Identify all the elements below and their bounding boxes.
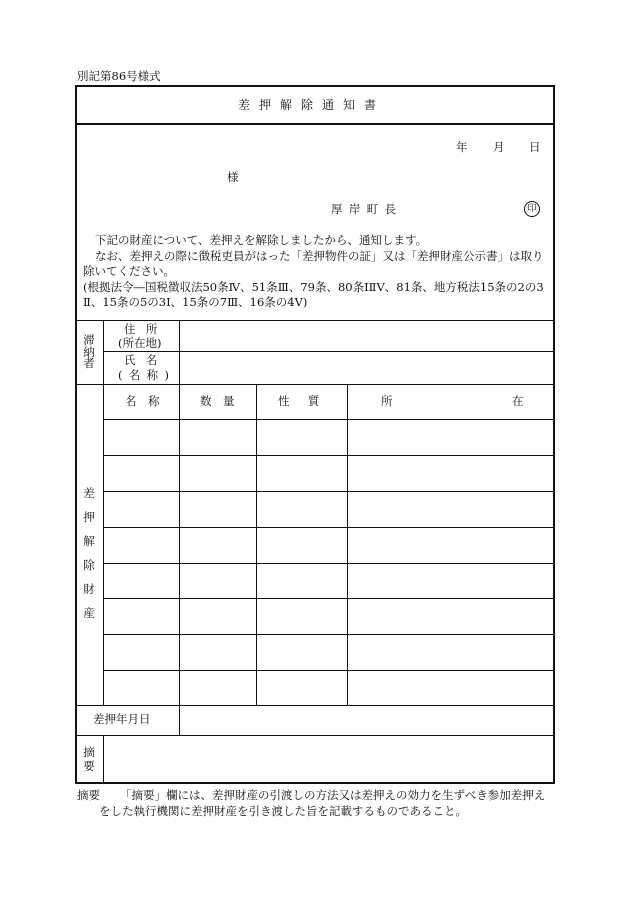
table-row-divider: [103, 634, 555, 635]
table-row-divider: [103, 491, 555, 492]
notice-body: [83, 233, 551, 311]
addressee-suffix: 様: [227, 170, 239, 184]
table-col-divider: [256, 384, 257, 705]
footnote-line: をした執行機関に差押財産を引き渡した旨を記載するものであること。: [99, 804, 467, 818]
body-line: 下記の財産について、差押えを解除しましたから、通知します。: [95, 233, 428, 247]
delinquent-divider: [75, 384, 555, 385]
seizure-date-label: 差押年月日: [93, 712, 151, 726]
form-number-label: 別記第86号様式: [77, 69, 161, 83]
address-label: 住所: [124, 322, 168, 336]
body-line: (根拠法令―国税徴収法50条Ⅳ、51条Ⅲ、79条、80条ⅠⅡⅤ、81条、地方税法15条の2の3: [83, 279, 544, 294]
title-divider: [75, 123, 555, 125]
table-row-divider: [103, 670, 555, 671]
label-column-divider: [103, 320, 104, 705]
property-divider: [75, 705, 555, 706]
summary-label-divider: [103, 735, 104, 784]
delinquent-label: 滞 納 者: [83, 333, 95, 370]
date-value-divider: [179, 705, 180, 735]
seal-mark: 印: [524, 201, 540, 217]
table-row-divider: [103, 455, 555, 456]
table-row-divider: [103, 563, 555, 564]
footnote-head: 摘要: [77, 788, 100, 802]
header-quantity: 数量: [200, 394, 246, 408]
header-quality: 性質: [278, 394, 338, 408]
released-property-label: 差 押 解 除 財 産: [83, 486, 95, 620]
table-row-divider: [103, 598, 555, 599]
body-divider: [75, 320, 555, 321]
delinquent-value-divider: [179, 320, 180, 384]
name-label: 氏名: [124, 353, 168, 367]
date-day: 日: [529, 140, 541, 154]
header-location-1: 所: [381, 394, 393, 408]
table-col-divider: [179, 384, 180, 705]
delinquent-row-divider: [103, 351, 555, 352]
body-line: 除いてください。: [83, 264, 175, 278]
body-line: Ⅱ、15条の5の3Ⅰ、15条の7Ⅲ、16条の4Ⅴ): [83, 295, 308, 309]
notice-form-frame: [75, 85, 555, 784]
date-year: 年: [456, 140, 468, 154]
table-col-divider: [347, 384, 348, 705]
table-row-divider: [103, 419, 555, 420]
header-name: 名称: [125, 394, 171, 408]
summary-label: 摘 要: [83, 745, 95, 773]
header-location-2: 在: [512, 394, 524, 408]
issuer-name: 厚岸町長: [331, 202, 403, 216]
address-sublabel: (所在地): [118, 336, 162, 350]
date-month: 月: [493, 140, 505, 154]
body-line: なお、差押えの際に徴税吏員がはった「差押物件の証」又は「差押財産公示書」は取り: [95, 248, 544, 263]
date-divider: [75, 735, 555, 736]
name-sublabel: (名称): [118, 368, 176, 382]
page-title: 差押解除通知書: [238, 98, 386, 112]
footnote-line: 「摘要」欄には、差押財産の引渡しの方法又は差押えの効力を生ずべき参加差押え: [120, 788, 546, 802]
table-row-divider: [103, 527, 555, 528]
